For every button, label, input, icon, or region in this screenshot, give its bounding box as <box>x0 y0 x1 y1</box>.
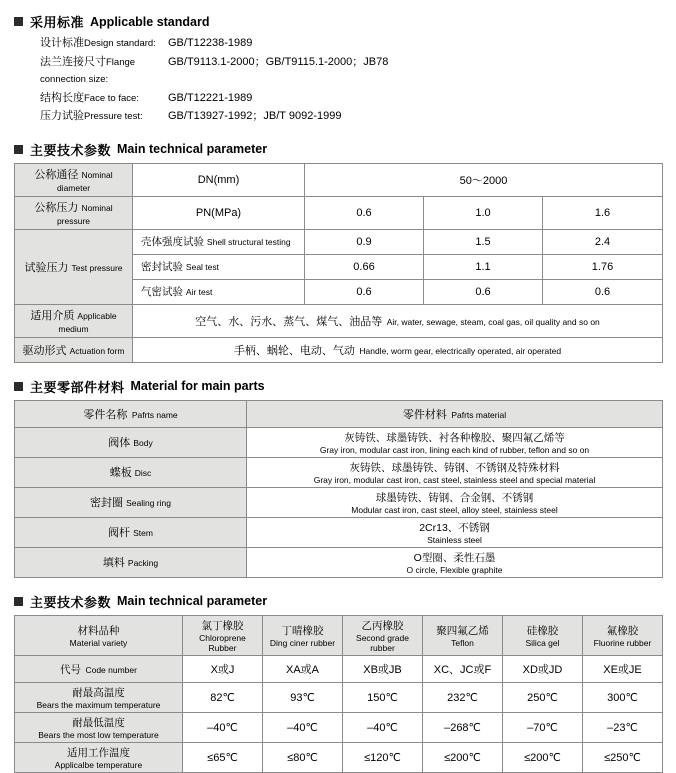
label-cn: 代号 <box>60 663 82 676</box>
material-en: Second grade rubber <box>356 632 409 653</box>
label-cn: 公称压力 <box>34 201 79 214</box>
label-cn: 试验压力 <box>24 261 69 274</box>
standard-label-en: Face to face: <box>84 92 139 104</box>
datasheet-page <box>0 12 676 770</box>
label-cn: 公称通径 <box>34 168 79 181</box>
header-fluorine-rubber <box>583 615 663 655</box>
label-en: Applicable medium <box>58 310 117 334</box>
material-en: Stainless steel <box>427 534 482 545</box>
row-label-code-number <box>15 655 183 682</box>
cell-value: 0.66 <box>305 254 424 279</box>
part-name-cn: 蝶板 <box>109 467 132 479</box>
material-en: Modular cast iron, cast steel, alloy steel, stainless steel <box>351 504 558 515</box>
value-en: Handle, worm gear, electrically operated, air operated <box>359 345 562 356</box>
list-item <box>40 90 676 108</box>
cell-part-body <box>15 427 247 457</box>
standard-value: GB/T12238-1989 <box>168 37 253 49</box>
cell-actuation-form <box>133 337 663 362</box>
cell-value: XE或JE <box>583 655 663 682</box>
bullet-square-icon <box>14 597 23 606</box>
cell-value: –40℃ <box>343 712 423 742</box>
part-name-cn: 填料 <box>102 557 125 569</box>
cell-material-packing <box>247 547 663 577</box>
table-row <box>15 337 663 362</box>
section-title-en: Main technical parameter <box>117 594 268 608</box>
cell-value: 1.76 <box>543 254 663 279</box>
section-heading-applicable-standard <box>14 12 676 31</box>
header-teflon <box>423 615 503 655</box>
cell-material-sealing-ring <box>247 487 663 517</box>
table-row <box>15 196 663 229</box>
cell-value: 82℃ <box>183 682 263 712</box>
cell-part-disc <box>15 457 247 487</box>
table-row <box>15 487 663 517</box>
cell-seal-test <box>133 254 305 279</box>
part-name-cn: 密封圈 <box>90 497 124 509</box>
standard-label-en: Pressure test: <box>84 111 143 122</box>
header-parts-name <box>15 400 247 427</box>
part-name-en: Disc <box>134 468 152 478</box>
material-cn: 灰铸铁、球墨铸铁、衬各种橡胶、聚四氟乙烯等 <box>344 431 565 444</box>
material-cn: O型圈、柔性石墨 <box>413 551 496 564</box>
cell-value: –23℃ <box>583 712 663 742</box>
row-label-test-pressure <box>15 229 133 304</box>
cell-value: XC、JC或F <box>423 655 503 682</box>
header-silica-gel <box>503 615 583 655</box>
value-en: Air, water, sewage, steam, coal gas, oil quality and so on <box>386 316 600 327</box>
bullet-square-icon <box>14 17 23 26</box>
cell-value: –40℃ <box>263 712 343 742</box>
header-en: Pafrts material <box>451 409 507 420</box>
cell-value: –268℃ <box>423 712 503 742</box>
standard-label-cn: 法兰连接尺寸 <box>40 55 106 68</box>
table-row <box>15 742 663 772</box>
cell-value: ≤200℃ <box>503 742 583 772</box>
cell-value: ≤120℃ <box>343 742 423 772</box>
label-en: Bears the maximum temperature <box>36 699 161 710</box>
header-cn: 零件名称 <box>83 408 128 421</box>
cell-dn-unit: DN(mm) <box>133 163 305 196</box>
table-row <box>15 163 663 196</box>
cell-part-packing <box>15 547 247 577</box>
material-cn: 硅橡胶 <box>526 624 559 637</box>
section-title-cn: 主要技术参数 <box>30 594 112 610</box>
header-chloroprene-rubber <box>183 615 263 655</box>
part-name-en: Body <box>133 438 153 448</box>
material-temperature-table <box>14 615 663 773</box>
header-en: Pafrts name <box>131 409 178 420</box>
table-row <box>15 547 663 577</box>
standard-value: GB/T9113.1-2000；GB/T9115.1-2000；JB78 <box>168 55 389 68</box>
material-en: Fluorine rubber <box>593 637 652 648</box>
cell-value: 232℃ <box>423 682 503 712</box>
cell-pn-1-6: 1.6 <box>543 196 663 229</box>
cell-value: XB或JB <box>343 655 423 682</box>
table-row <box>15 457 663 487</box>
cell-part-sealing-ring <box>15 487 247 517</box>
cell-value: 0.6 <box>305 279 424 304</box>
table-header-row <box>15 400 663 427</box>
cell-material-stem <box>247 517 663 547</box>
label-cn: 驱动形式 <box>22 344 67 357</box>
sub-label-cn: 气密试验 <box>141 286 183 298</box>
label-cn: 适用工作温度 <box>67 746 130 759</box>
standard-value: GB/T13927-1992；JB/T 9092-1999 <box>168 110 342 122</box>
cell-value: XD或JD <box>503 655 583 682</box>
cell-dn-range: 50～2000 <box>305 163 663 196</box>
section-title-cn: 主要零部件材料 <box>30 379 125 395</box>
sub-label-en: Seal test <box>185 262 219 272</box>
label-cn: 耐最低温度 <box>72 716 125 729</box>
cell-value: ≤250℃ <box>583 742 663 772</box>
cell-shell-structural-testing <box>133 229 305 254</box>
cell-value: 0.9 <box>305 229 424 254</box>
table-row <box>15 682 663 712</box>
header-parts-material <box>247 400 663 427</box>
standard-label-cn: 设计标准 <box>40 37 84 49</box>
label-en: Bears the most low temperature <box>38 729 159 740</box>
cell-value: 150℃ <box>343 682 423 712</box>
label-cn: 耐最高温度 <box>72 686 125 699</box>
material-table <box>14 400 663 578</box>
standard-label-cn: 压力试验 <box>40 110 84 122</box>
bullet-square-icon <box>14 382 23 391</box>
header-material-variety <box>15 615 183 655</box>
section-heading-main-technical-parameter-1 <box>14 140 676 159</box>
row-label-min-temperature <box>15 712 183 742</box>
value-cn: 空气、水、污水、蒸气、煤气、油品等 <box>195 315 383 328</box>
cell-value: 0.6 <box>424 279 543 304</box>
row-label-actuation-form <box>15 337 133 362</box>
cell-pn-unit: PN(MPa) <box>133 196 305 229</box>
row-label-max-temperature <box>15 682 183 712</box>
material-cn: 2Cr13、不锈钢 <box>419 521 490 534</box>
label-cn: 材料品种 <box>77 624 120 637</box>
material-cn: 灰铸铁、球墨铸铁、铸钢、不锈钢及特殊材料 <box>349 461 560 474</box>
cell-value: –40℃ <box>183 712 263 742</box>
cell-material-disc <box>247 457 663 487</box>
label-en: Actuation form <box>69 345 125 356</box>
sub-label-cn: 壳体强度试验 <box>141 236 204 248</box>
material-cn: 乙丙橡胶 <box>361 619 404 632</box>
material-cn: 丁晴橡胶 <box>281 624 324 637</box>
value-cn: 手柄、蜗轮、电动、气动 <box>233 344 355 357</box>
label-cn: 适用介质 <box>30 309 75 322</box>
list-item <box>40 35 676 53</box>
label-en: Nominal diameter <box>56 169 113 193</box>
cell-part-stem <box>15 517 247 547</box>
section-title-en: Main technical parameter <box>117 142 268 156</box>
cell-value: ≤200℃ <box>423 742 503 772</box>
cell-value: 2.4 <box>543 229 663 254</box>
section-heading-main-technical-parameter-2 <box>14 592 676 611</box>
material-en: Silica gel <box>525 637 560 648</box>
bullet-square-icon <box>14 145 23 154</box>
cell-value: ≤65℃ <box>183 742 263 772</box>
standard-label-en: Design standard: <box>84 38 156 49</box>
cell-material-body <box>247 427 663 457</box>
section-title-cn: 采用标准 <box>30 15 85 30</box>
table-row <box>15 304 663 337</box>
cell-pn-0-6: 0.6 <box>305 196 424 229</box>
header-cn: 零件材料 <box>402 408 447 421</box>
cell-value: 0.6 <box>543 279 663 304</box>
sub-label-en: Shell structural testing <box>206 237 291 247</box>
header-ding-ciner-rubber <box>263 615 343 655</box>
cell-value: ≤80℃ <box>263 742 343 772</box>
label-en: Code number <box>85 664 137 675</box>
label-en: Applicalbe temperature <box>54 759 143 770</box>
table-header-row <box>15 615 663 655</box>
sub-label-cn: 密封试验 <box>141 261 183 273</box>
row-label-nominal-pressure <box>15 196 133 229</box>
section-title-en: Material for main parts <box>130 379 265 393</box>
table-row <box>15 427 663 457</box>
cell-value: X或J <box>183 655 263 682</box>
material-en: Chloroprene Rubber <box>199 632 246 653</box>
section-title-en: Applicable standard <box>90 14 210 29</box>
table-row <box>15 517 663 547</box>
cell-value: 1.1 <box>424 254 543 279</box>
material-cn: 氟橡胶 <box>606 624 639 637</box>
technical-parameter-table <box>14 163 663 363</box>
row-label-applicable-temperature <box>15 742 183 772</box>
part-name-en: Sealing ring <box>126 498 171 508</box>
sub-label-en: Air test <box>185 287 213 297</box>
cell-pn-1-0: 1.0 <box>424 196 543 229</box>
material-en: Teflon <box>451 637 474 648</box>
label-en: Material variety <box>69 637 128 648</box>
material-en: O circle, Flexible graphite <box>406 564 503 575</box>
header-second-grade-rubber <box>343 615 423 655</box>
material-cn: 聚四氟乙烯 <box>436 624 489 637</box>
cell-value: 93℃ <box>263 682 343 712</box>
material-en: Gray iron, modular cast iron, cast steel, stainless steel and special material <box>313 474 596 485</box>
cell-value: –70℃ <box>503 712 583 742</box>
table-row <box>15 655 663 682</box>
row-label-nominal-diameter <box>15 163 133 196</box>
part-name-en: Stem <box>133 528 153 538</box>
cell-applicable-medium <box>133 304 663 337</box>
part-name-cn: 阀体 <box>108 437 131 449</box>
standard-list <box>40 35 676 126</box>
cell-value: 1.5 <box>424 229 543 254</box>
material-cn: 氯丁橡胶 <box>201 619 244 632</box>
table-row <box>15 229 663 254</box>
label-en: Nominal pressure <box>56 202 113 226</box>
material-cn: 球墨铸铁、铸钢、合金钢、不锈钢 <box>375 491 534 504</box>
material-en: Ding ciner rubber <box>269 637 336 648</box>
list-item <box>40 54 676 89</box>
row-label-applicable-medium <box>15 304 133 337</box>
label-en: Test pressure <box>71 262 123 273</box>
cell-value: 300℃ <box>583 682 663 712</box>
section-title-cn: 主要技术参数 <box>30 142 112 158</box>
list-item <box>40 108 676 126</box>
section-heading-material-for-main-parts <box>14 377 676 396</box>
part-name-cn: 阀杆 <box>108 527 131 539</box>
cell-value: 250℃ <box>503 682 583 712</box>
cell-air-test <box>133 279 305 304</box>
table-row <box>15 712 663 742</box>
standard-value: GB/T12221-1989 <box>168 91 253 104</box>
standard-label-cn: 结构长度 <box>40 91 84 104</box>
standard-label-en: Flange connection size: <box>40 56 136 85</box>
part-name-en: Packing <box>127 558 159 568</box>
cell-value: XA或A <box>263 655 343 682</box>
material-en: Gray iron, modular cast iron, lining each kind of rubber, teflon and so on <box>319 444 590 455</box>
